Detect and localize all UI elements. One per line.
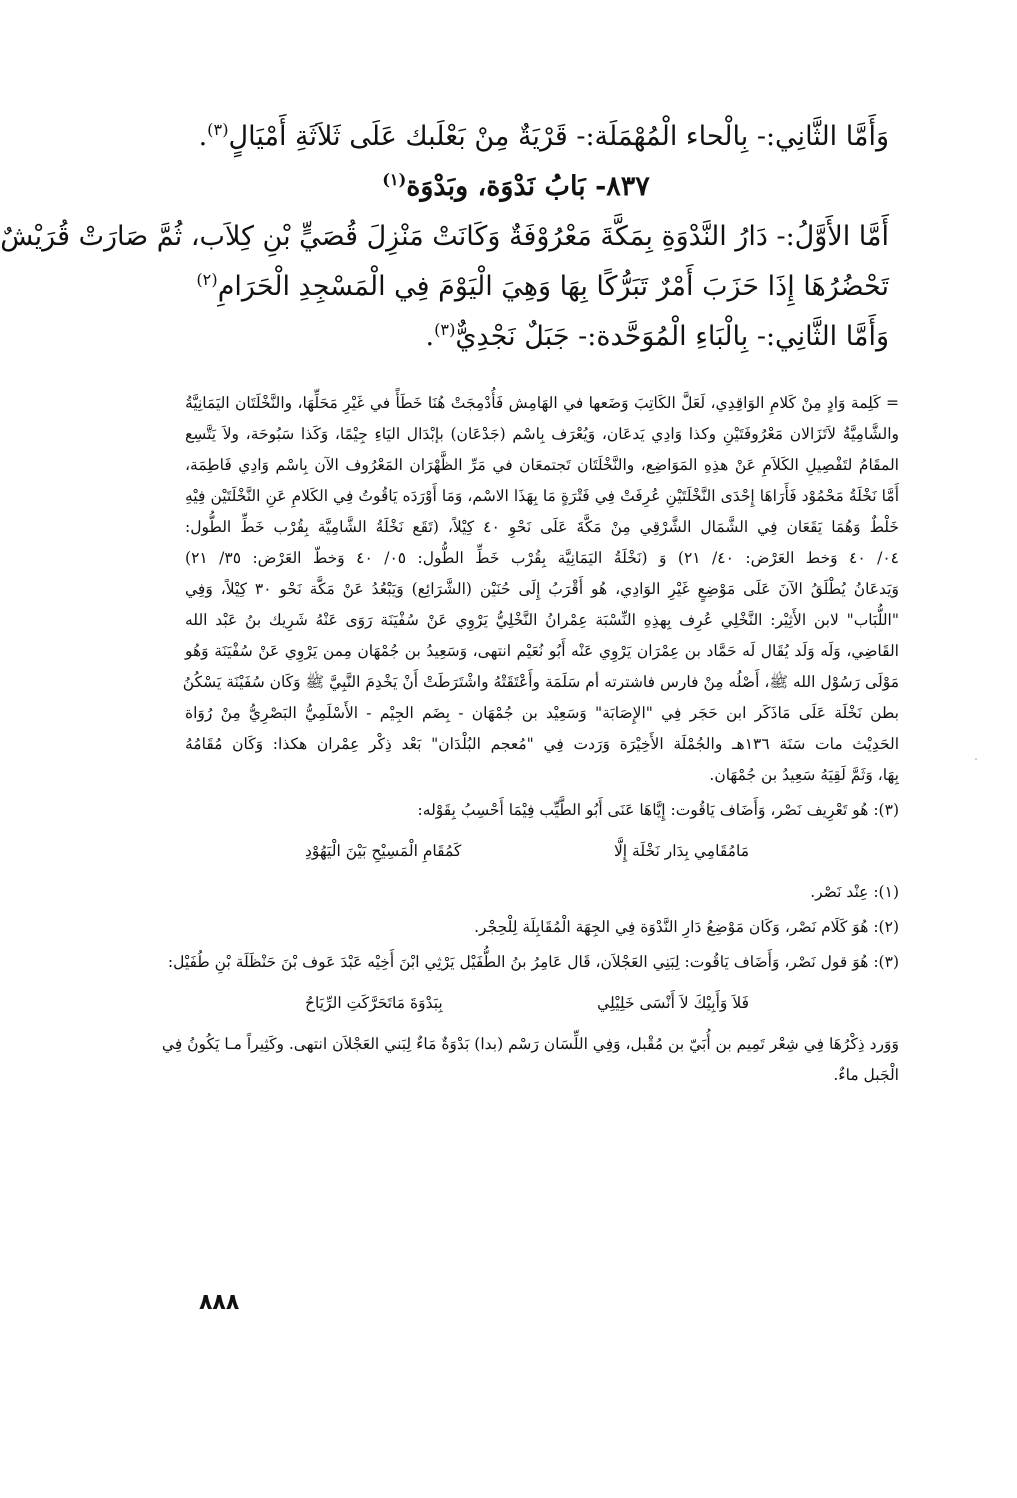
footnote-line: بطن نَخْلَة عَلَى مَاذَكَر ابن حَجَر فِي "الإِصَابَة" وَسَعِيْد بن جُمْهَان - بِضَم الجِيْم - الأَسْلَمِيُّ البَصْرِيُّ مِنْ رُوَاة [185, 704, 899, 722]
main-line-5-text: وَأَمَّا الثَّانِي:- بِالْبَاءِ الْمُوَحَّدة:- جَبَلٌ نَجْدِيٌّ [455, 321, 889, 352]
main-line-1 [183, 112, 889, 162]
main-line-1-end: . [198, 121, 208, 152]
footnote-1: (١): عِنْد نَصْر. [810, 883, 899, 901]
poem-verse-2 [185, 988, 899, 1019]
verse-1-second-hemistich: كَمُقَامِ الْمَسِيْحِ بَيْنَ الْيَهُوْدِ [305, 842, 462, 860]
footnote-3b: (٣): هُوَ قول نَصْر، وَأَضَاف يَاقُوت: لِبَنِي العَجْلاَن، قَال عَامِرُ بنُ الطُّفَيْل يَرْثِي ابْنَ أَخِيْه عَبْدَ عَوف بْنَ حَنْظَلَة بْنِ طُفَيْل: [167, 953, 899, 971]
footnote-line: المقَامُ لتَفْصِيلِ الكَلاَمِ عَنْ هذِهِ المَوَاضِع، والنَّخْلَتَان تَجتمعَان في مَرِّ الظَّهْرَان المَعْرُوف الآن بِاسْم وَادِي فَاطِمَة، [185, 456, 899, 474]
poem-verse-1 [185, 836, 899, 867]
footnote-closing [161, 1029, 899, 1091]
main-line-4-text: تَحْضُرُهَا إِذَا حَزَبَ أَمْرٌ تَبَرُّكًا بِهَا وَهِيَ الْيَوْمَ فِي الْمَسْجِدِ الْحَرَامِ [217, 271, 889, 302]
section-heading-text: ٨٣٧- بَابُ نَدْوَة، وبَدْوَة [406, 171, 650, 202]
main-line-5-end: . [425, 321, 435, 352]
main-text [0, 112, 889, 362]
main-line-3: أَمَّا الأَوَّلُ:- دَارُ النَّدْوَةِ بِمَكَّةَ مَعْرُوْفَةٌ وَكَانَتْ مَنْزِلَ قُصَيٍّ بْنِ كِلاَب، ثُمَّ صَارَتْ قُرَيْشٌ [0, 221, 889, 252]
footnote-line: وَيَدعَانُ يُطْلَقُ الآنَ عَلَى مَوْضِعٍ غَيْرِ الوَادِي، هُو أَقْرَبُ إِلَى حُنَيْن (الشَّرَائِع) وَيَبْعُدُ عَنْ مَكَّة نَحْو ٣٠ كِيْلاً، وَفِي [185, 580, 899, 598]
scan-speck [975, 758, 977, 760]
footnote-line: مَوْلَى رَسُوْل الله ﷺ، أَصْلُه مِنْ فارس فاشترته أم سَلَمَة وأَعْتَقَتْهُ واشْتَرَطَتْ أَنْ يَخْدِمَ النَّبِيَّ ﷺ وَكَان سُفَيْنَة يَسْكُنُ [182, 673, 899, 691]
heading-footnote-ref: (١) [382, 170, 407, 189]
main-line-5 [183, 312, 889, 362]
footnote-line: "اللُّبَاب" لابن الأَثِيْر: النَّخْلِي عُرِف بِهذِهِ النِّسْبَة عِمْرانُ النَّخْلِيُّ يَرْوِي عَنْ سُفْيَنَة رَوَى عَنْهُ شَرِيك بنُ عَبْد الله [185, 611, 899, 629]
page-number: ٨٨٨ [199, 1290, 240, 1315]
verse-2-second-hemistich: بِبَدْوَةَ مَاتَحَرَّكَتِ الرِّيَاحُ [305, 994, 443, 1012]
footnote-closing-line: الْجَبل ماءٌ. [833, 1066, 899, 1084]
footnote-line: الحَدِيْث مات سَنَة ١٣٦هـ والجُمْلَة الأَخِيْرَة وَرَدت فِي "مُعجم البُلْدَان" بَعْد ذِكْر عِمْران هكذا: وَكَان مُقَامُهُ [185, 735, 900, 753]
verse-1-first-hemistich: مَامُقَامِي بِدَار نَخْلَة إِلَّا [613, 842, 749, 860]
main-line-4 [183, 262, 889, 312]
footnote-3a: (٣): هُو تَعْرِيف نَصْر، وَأَضَاف يَاقُوت: إِيَّاهَا عَنَى أَبُو الطَّيِّب فِيْمَا أَحْسِبُ بِقَوْله: [417, 801, 899, 819]
footnote-line: ٠٤/ ٤٠ وَخط العَرْض: ٤٠/ ٢١) وَ (نَخْلَةُ اليَمَانِيَّة بِقُرْب خَطِّ الطُّول: ٠٥/ ٤٠ وَخطّ العَرْض: ٣٥/ ٢١) [185, 549, 899, 567]
footnotes-section [161, 388, 900, 1091]
footnote-line: والشَّامِيَّةُ لاَتَزَالان مَعْرُوفَتَيْنِ وكذا وَادِي يَدعَان، وَيُعْرَف بِاسْم (جَدْعَان) بإبْدَال اليَاءِ جِيْمًا، وَكَذا سَبُوحَة، ولاَ يَتَّسِع [185, 425, 899, 443]
main-line-1-text: وَأَمَّا الثَّانِي:- بِالْحاء الْمُهْمَلَة:- قَرْيَةٌ مِنْ بَعْلَبك عَلَى ثَلاَثَةِ أَمْيَالٍ [228, 121, 889, 152]
footnote-ref-3b: (٣) [434, 320, 456, 339]
footnote-ref-3: (٣) [207, 120, 229, 139]
footnote-line: بِهَا، وَثَمَّ لَقِيَهُ سَعِيدُ بن جُمْهَان. [709, 766, 899, 784]
footnote-2: (٢): هُوَ كَلَام نَصْر، وَكَان مَوْضِعُ دَارِ النَّدْوَة فِي الجِهَة الْمُقَابِلَة لِلْحِجْر. [474, 918, 899, 936]
footnote-line: = كَلِمة وَادٍ مِنْ كَلامِ الوَاقِدِي، لَعَلَّ الكَاتِبَ وَضَعها في الهَامِش فَأُدْمِجَتْ هُنَا خَطَأً في غَيْرِ مَحَلِّهَا، والنَّخْلَتَان اليَمَانِيَّةُ [185, 394, 899, 412]
footnote-continuation [182, 388, 900, 791]
section-heading [183, 162, 889, 212]
verse-2-first-hemistich: فَلاَ وَأَبِيْكَ لاَ أَنْسَى خَلِيْلِي [597, 994, 749, 1012]
footnote-closing-line: وَوَرد ذِكْرُهَا فِي شِعْر تَمِيم بن أُبَيّ بن مُقْبل، وَفِي اللِّسَان رَسْم (بدا) بَدْوَةٌ مَاءٌ لِبَني العَجْلاَن انتهى. وكَثِيراً مـا يَكُونُ فِي [161, 1035, 899, 1053]
footnote-line: خَلْطٌ وَهُمَا يَقَعَان فِي الشَّمَال الشَّرْقِي مِنْ مَكَّةَ عَلَى نَحْوِ ٤٠ كِيْلاً، (تَقَع نَخْلَةُ الشَّامِيَّة بِقُرْب خَطِّ الطُّول: [185, 518, 899, 536]
footnote-line: القَاضِي، وَلَه وَلَد يُقَال لَه حَمَّاد بن عِمْرَان يَرْوِي عَنْه أَبُو نُعَيْم انتهى، وَسَعِيدُ بن جُمْهَان مِمن يَرْوِي عَنْ سُفْيَنَة وَهُو [185, 642, 899, 660]
footnote-ref-2: (٢) [196, 270, 218, 289]
footnote-line: أَمَّا نَخْلَةُ مَحْمُوْد فَأَرَاهَا إِحْدَى النَّخْلَتَيْنِ عُرِفَتْ فِي فَتْرَةٍ مَا بِهَذَا الاسْم، وَمَا أَوْرَدَه يَاقُوتُ فِي الكَلامِ عَنِ النَّخْلَتَيْن فِيْهِ [185, 487, 899, 505]
